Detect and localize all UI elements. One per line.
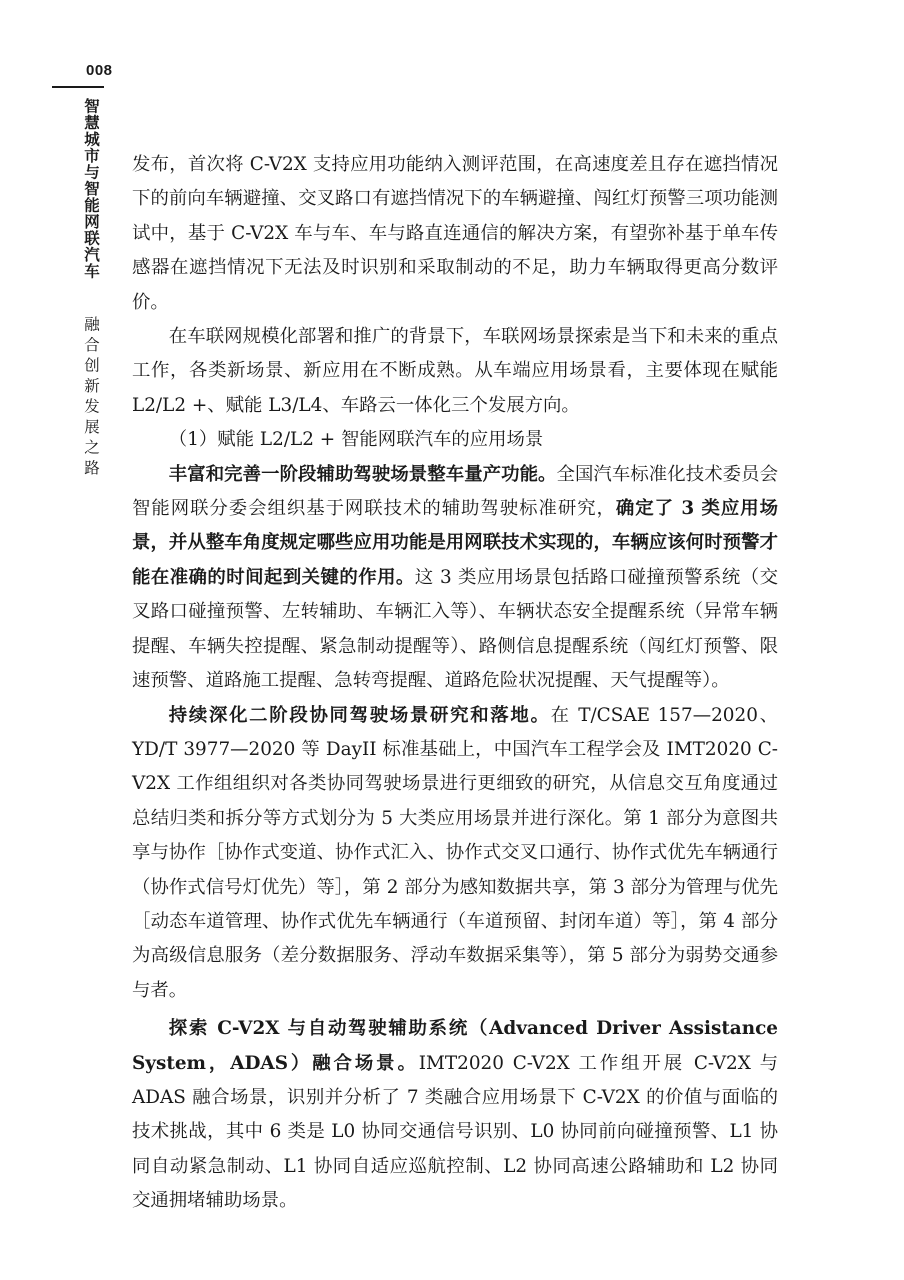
page-number: 008 bbox=[86, 62, 113, 79]
paragraph-1: 发布，首次将 C-V2X 支持应用功能纳入测评范围，在高速度差且存在遮挡情况下的前向车辆避撞、交叉路口有遮挡情况下的车辆避撞、闯红灯预警三项功能测试中，基于 C-V2X 车与车、车与路直连通信的解决方案，有望弥补基于单车传感器在遮挡情况下无法及时识别和采取制动的不足，助力车辆取得更高分数评价。 bbox=[132, 154, 778, 313]
paragraph-6-text: IMT2020 C-V2X 工作组开展 C-V2X 与 ADAS 融合场景，识别并分析了 7 类融合应用场景下 C-V2X 的价值与面临的技术挑战，其中 6 类是 L0 协同交通信号识别、L0 协同前向碰撞预警、L1 协同自动紧急制动、L1 协同自适应巡航控制、L2 协同高速公路辅助和 L2 协同交通拥堵辅助场景。 bbox=[132, 1052, 779, 1212]
paragraph-4-lead: 丰富和完善一阶段辅助驾驶场景整车量产功能。 bbox=[168, 463, 557, 485]
paragraph-2: 在车联网规模化部署和推广的背景下，车联网场景探索是当下和未来的重点工作，各类新场景、新应用在不断成熟。从车端应用场景看，主要体现在赋能 L2/L2 +、赋能 L3/L4、车路云一体化三个发展方向。 bbox=[132, 326, 778, 416]
body-text bbox=[132, 148, 778, 1219]
header-rule bbox=[52, 86, 104, 88]
book-title: 智慧城市与智能网联汽车 bbox=[82, 98, 100, 280]
running-header bbox=[80, 98, 102, 480]
paragraph-5-lead: 持续深化二阶段协同驾驶场景研究和落地。 bbox=[168, 704, 551, 726]
paragraph-5 bbox=[132, 699, 778, 1009]
book-subtitle: 融合创新发展之路 bbox=[82, 315, 100, 480]
paragraph-6-lead: 探索 C-V2X 与自动驾驶辅助系统（Advanced Driver Assistance System，ADAS）融合场景。 bbox=[132, 1018, 778, 1074]
paragraph-4 bbox=[132, 458, 778, 699]
paragraph-6 bbox=[132, 1012, 778, 1218]
paragraph-5-text: 在 T/CSAE 157—2020、YD/T 3977—2020 等 DayII 标准基础上，中国汽车工程学会及 IMT2020 C-V2X 工作组组织对各类协同驾驶场景进行更细致的研究，从信息交互角度通过总结归类和拆分等方式划分为 5 大类应用场景并进行深化。第 1 部分为意图共享与协作［协作式变道、协作式汇入、协作式交叉口通行、协作式优先车辆通行（协作式信号灯优先）等］，第 2 部分为感知数据共享，第 3 部分为管理与优先［动态车道管理、协作式优先车辆通行（车道预留、封闭车道）等］，第 4 部分为高级信息服务（差分数据服务、浮动车数据采集等），第 5 部分为弱势交通参与者。 bbox=[132, 704, 778, 1001]
paragraph-4-bold1: 确定了 3 类应用场景，并从整车角度规定哪些应用功能是用网联技术实现的，车辆应该何时预警才能在准确的时间起到关键的作用。 bbox=[132, 498, 778, 588]
section-heading: （1）赋能 L2/L2 + 智能网联汽车的应用场景 bbox=[168, 429, 544, 451]
paragraph-4-mid2: 这 3 类应用场景包括路口碰撞预警系统（交叉路口碰撞预警、左转辅助、车辆汇入等）、车辆状态安全提醒系统（异常车辆提醒、车辆失控提醒、紧急制动提醒等）、路侧信息提醒系统（闯红灯预警、限速预警、道路施工提醒、急转弯提醒、道路危险状况提醒、天气提醒等）。 bbox=[132, 566, 778, 692]
paragraph-4-mid1: 全国汽车标准化技术委员会智能网联分委会组织基于网联技术的辅助驾驶标准研究， bbox=[132, 463, 778, 520]
